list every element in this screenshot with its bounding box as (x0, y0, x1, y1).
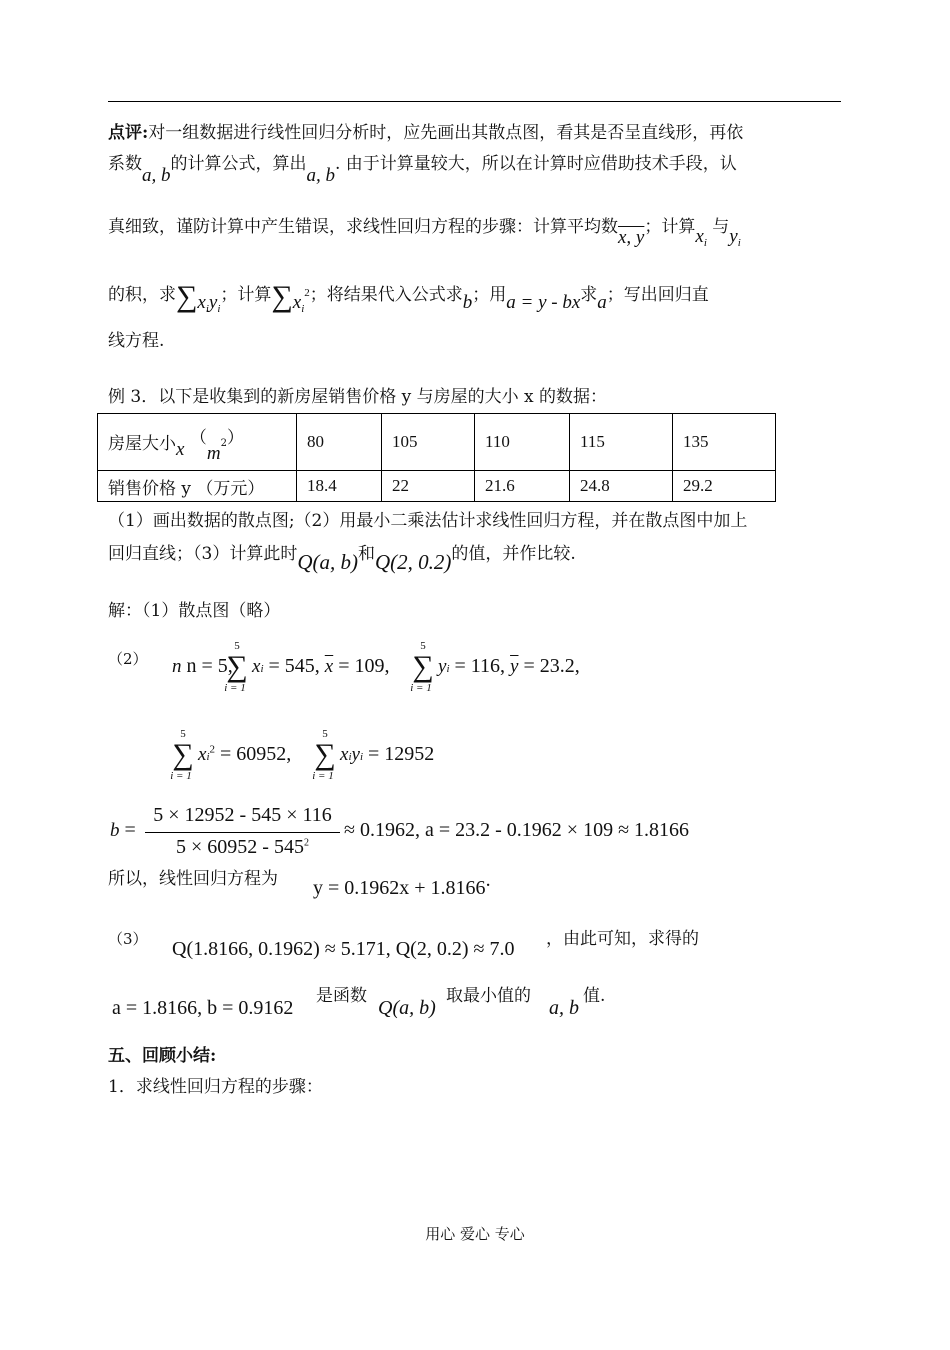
table-cell: 22 (382, 471, 475, 502)
table-header-price: 销售价格 y （万元） (98, 471, 297, 502)
table-cell: 18.4 (297, 471, 382, 502)
table-row (98, 471, 776, 502)
b-result: ≈ 0.1962, a = 23.2 - 0.1962 × 109 ≈ 1.8166 (344, 819, 690, 841)
b-label: b = (110, 819, 136, 841)
solution-part2-label: （2） (108, 650, 148, 668)
ab-values: a = 1.8166, b = 0.9162 (112, 997, 294, 1019)
equation-1: n n = 5, (172, 655, 233, 677)
equation-2: $xi^2 = 60952$, (198, 743, 292, 765)
table-cell: 115 (570, 414, 673, 471)
comment-line-5: 线方程. (108, 331, 165, 351)
table-header-size: 房屋大小x $(m^2)$ (98, 414, 297, 471)
sum-block: 5 ∑ i = 1 (312, 728, 336, 782)
sum-symbol: ∑ (314, 738, 336, 771)
comment-line-3: 真细致，谨防计算中产生错误，求线性回归方程的步骤：计算平均数x, y；计算$x_i$ 与$y_i$ (108, 217, 741, 249)
solution-part3-label: （3） (108, 930, 148, 948)
comment-line-2: 系数a, b的计算公式，算出a, b. 由于计算量较大，所以在计算时应借助技术手段，认 (108, 154, 737, 186)
table-cell: 21.6 (475, 471, 570, 502)
sum-symbol: ∑ (176, 280, 198, 313)
table-cell: 80 (297, 414, 382, 471)
question-line-1: （1）画出数据的散点图;（2）用最小二乘法估计求线性回归方程，并在散点图中加上 (108, 511, 748, 531)
table-cell: 24.8 (570, 471, 673, 502)
table-row (98, 414, 776, 471)
header-rule (108, 101, 841, 102)
comment-line-1: 点评:对一组数据进行线性回归分析时，应先画出其散点图，看其是否呈直线形，再依 (108, 123, 744, 143)
sum-symbol: ∑ (226, 650, 248, 683)
question-line-2: 回归直线；（3）计算此时Q(a, b)和Q(2, 0.2)的值，并作比较. (108, 544, 576, 574)
sum-block: 5 ∑ i = 1 (410, 640, 434, 694)
regression-equation: y = 0.1962x + 1.8166. (313, 869, 491, 899)
formula-a: a = y - bx (506, 292, 581, 313)
solution-so-text: 所以，线性回归方程为 (108, 869, 278, 889)
data-table (97, 413, 776, 502)
fraction-bar (145, 832, 340, 833)
review-heading: 五、回顾小结: (108, 1046, 217, 1066)
table-cell: 29.2 (673, 471, 776, 502)
comment-line-4: 的积，求$\sum x_iy_i$；计算$\sum x_i^2$；将结果代入公式求b；用a = y - bx求a；写出回归直 (108, 280, 709, 315)
q-function: Q(a, b) (378, 997, 436, 1019)
table-cell: 110 (475, 414, 570, 471)
sum-symbol: ∑ (412, 650, 434, 683)
solution-part3-text: ，由此可知，求得的 (546, 929, 699, 949)
sum-block: 5 ∑ i = 1 (224, 640, 248, 694)
example-title: 例 3．以下是收集到的新房屋销售价格 y 与房屋的大小 x 的数据： (108, 387, 608, 407)
mean-xy: x, y (618, 227, 645, 248)
page-footer: 用心 爱心 专心 (425, 1225, 525, 1243)
sum-symbol: ∑ (172, 738, 194, 771)
sum-block: 5 ∑ i = 1 (170, 728, 194, 782)
solution-line-1: 解：（1）散点图（略） (108, 601, 281, 621)
review-item-1: 1．求线性回归方程的步骤： (108, 1077, 323, 1097)
comment-label: 点评: (108, 123, 149, 143)
fraction-denominator: $5 \times 60952 - 545^2$ (176, 836, 309, 858)
sum-symbol: ∑ (271, 280, 293, 313)
table-cell: 135 (673, 414, 776, 471)
table-cell: 105 (382, 414, 475, 471)
fraction-numerator: 5 × 12952 - 545 × 116 (153, 804, 332, 826)
q-values: Q(1.8166, 0.1962) ≈ 5.171, Q(2, 0.2) ≈ 7.0 (172, 938, 515, 960)
